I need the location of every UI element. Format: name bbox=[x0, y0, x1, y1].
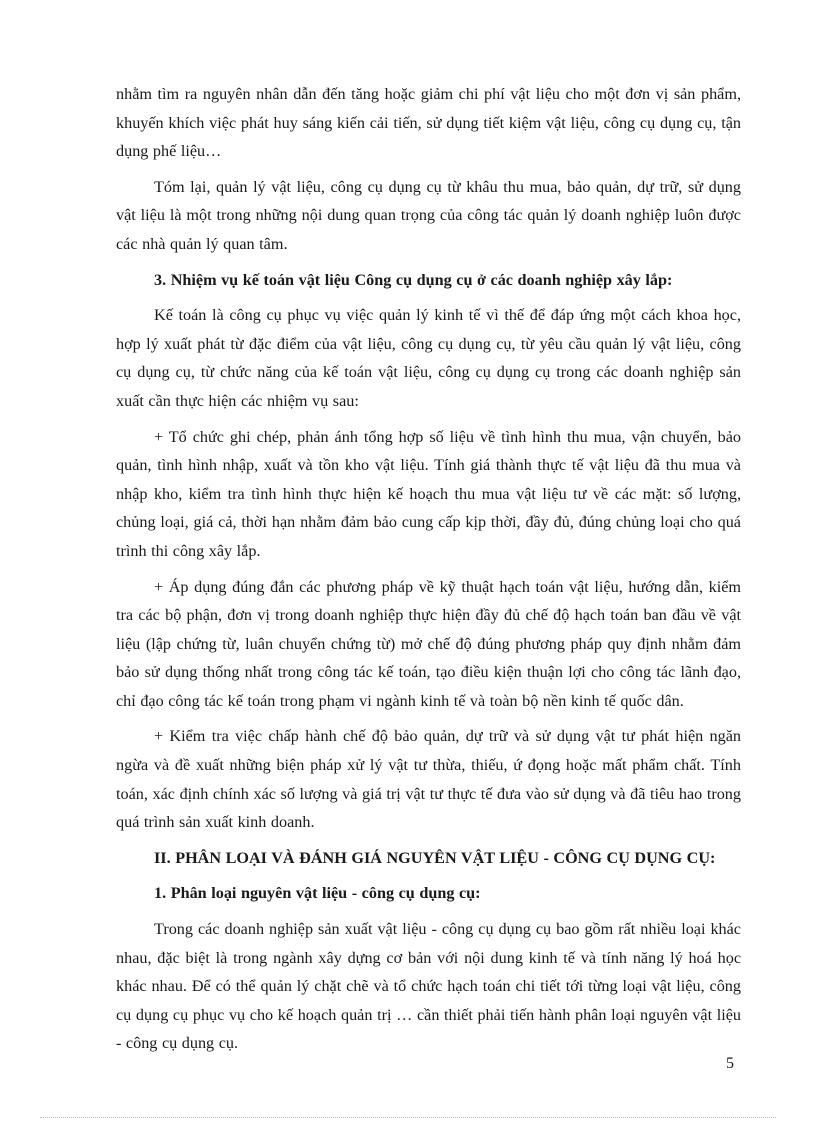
section-heading-1: 1. Phân loại nguyên vật liệu - công cụ dụng cụ: bbox=[154, 884, 481, 903]
paragraph-classification: Trong các doanh nghiệp sản xuất vật liệu - công cụ dụng cụ bao gồm rất nhiều loại khác nhau, đặc biệt là trong ngành xây dựng cơ bản với nội dung kinh tế và tính năng lý hoá học khác nhau. Để có thể quản lý chặt chẽ và tổ chức hạch toán chi tiết tới từng loại vật liệu, công cụ dụng cụ phục vụ cho kế hoạch quản trị … cần thiết phải tiến hành phân loại nguyên vật liệu - công cụ dụng cụ. bbox=[116, 920, 741, 1053]
chapter-heading-ii: II. PHÂN LOẠI VÀ ĐÁNH GIÁ NGUYÊN VẬT LIỆU - CÔNG CỤ DỤNG CỤ: bbox=[154, 848, 716, 867]
footer-divider bbox=[40, 1117, 776, 1118]
page-body bbox=[116, 80, 741, 1065]
paragraph-accounting-intro: Kế toán là công cụ phục vụ việc quản lý kinh tế vì thế để đáp ứng một cách khoa học, hợp lý xuất phát từ đặc điểm của vật liệu, công cụ dụng cụ, từ yêu cầu quản lý vật liệu, công cụ dụng cụ, từ chức năng của kế toán vật liệu, công cụ dụng cụ trong các doanh nghiệp sản xuất cần thực hiện các nhiệm vụ sau: bbox=[116, 306, 741, 410]
paragraph-task-inspection: + Kiểm tra việc chấp hành chế độ bảo quản, dự trữ và sử dụng vật tư phát hiện ngăn ngừa và đề xuất những biện pháp xử lý vật tư thừa, thiếu, ứ đọng hoặc mất phẩm chất. Tính toán, xác định chính xác số lượng và giá trị vật tư thực tế đưa vào sử dụng và đã tiêu hao trong quá trình sản xuất kinh doanh. bbox=[116, 727, 741, 832]
paragraph-task-recording: + Tổ chức ghi chép, phản ánh tổng hợp số liệu về tình hình thu mua, vận chuyển, bảo quản, tình hình nhập, xuất và tồn kho vật liệu. Tính giá thành thực tế vật liệu đã thu mua và nhập kho, kiểm tra tình hình thực hiện kế hoạch thu mua vật liệu tư về các mặt: số lượng, chủng loại, giá cả, thời hạn nhằm đảm bảo cung cấp kịp thời, đầy đủ, đúng chủng loại cho quá trình thi công xây lắp. bbox=[116, 427, 741, 560]
paragraph-task-methods: + Áp dụng đúng đắn các phương pháp về kỹ thuật hạch toán vật liệu, hướng dẫn, kiểm tra các bộ phận, đơn vị trong doanh nghiệp thực hiện đầy đủ chế độ hạch toán ban đầu về vật liệu (lập chứng từ, luân chuyển chứng từ) mở chế độ đúng phương pháp quy định nhằm đảm bảo sử dụng thống nhất trong công tác kế toán, tạo điều kiện thuận lợi cho công tác lãnh đạo, chỉ đạo công tác kế toán trong phạm vi ngành kinh tế và toàn bộ nền kinh tế quốc dân. bbox=[116, 577, 741, 710]
page-number: 5 bbox=[726, 1055, 734, 1072]
section-heading-3: 3. Nhiệm vụ kế toán vật liệu Công cụ dụng cụ ở các doanh nghiệp xây lắp: bbox=[154, 270, 673, 289]
paragraph-continuation: nhằm tìm ra nguyên nhân dẫn đến tăng hoặc giảm chi phí vật liệu cho một đơn vị sản phẩm, khuyến khích việc phát huy sáng kiến cải tiến, sử dụng tiết kiệm vật liệu, công cụ dụng cụ, tận dụng phế liệu… bbox=[116, 85, 741, 161]
paragraph-summary: Tóm lại, quản lý vật liệu, công cụ dụng cụ từ khâu thu mua, bảo quản, dự trữ, sử dụng vật liệu là một trong những nội dung quan trọng của công tác quản lý doanh nghiệp luôn được các nhà quản lý quan tâm. bbox=[116, 177, 741, 253]
